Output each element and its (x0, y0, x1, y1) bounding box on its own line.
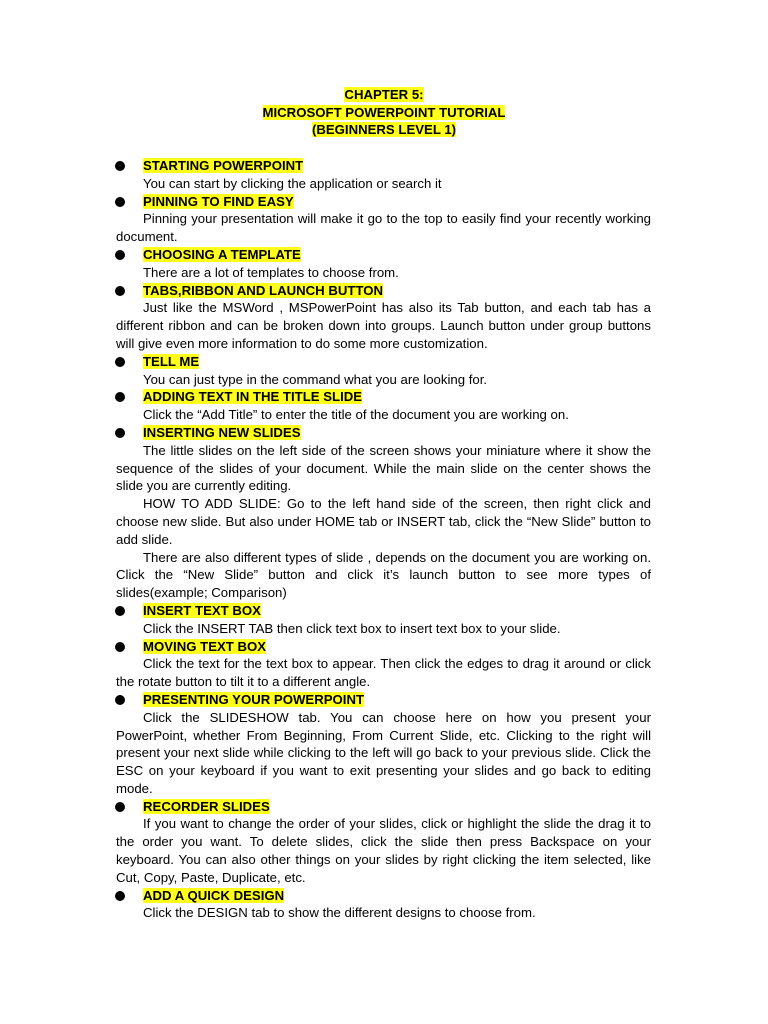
bullet-icon (115, 428, 125, 438)
bullet-icon (115, 642, 125, 652)
tutorial-title: MICROSOFT POWERPOINT TUTORIAL (262, 104, 506, 120)
section (116, 353, 651, 389)
section-heading: TABS,RIBBON AND LAUNCH BUTTON (143, 282, 384, 298)
section-heading: ADD A QUICK DESIGN (143, 887, 285, 903)
section-heading: CHOOSING A TEMPLATE (143, 246, 301, 262)
section-heading: PINNING TO FIND EASY (143, 193, 294, 209)
section-heading-row (116, 798, 651, 816)
section-heading-row (116, 282, 651, 300)
section-heading: MOVING TEXT BOX (143, 638, 267, 654)
section (116, 388, 651, 424)
section-paragraph: The little slides on the left side of the screen shows your miniature where it show the sequence of the slides of your document. While the main slide on the center shows the slide you are currently editing. (116, 442, 651, 494)
section (116, 691, 651, 798)
section-heading-row (116, 353, 651, 371)
section (116, 193, 651, 246)
section-paragraph: Pinning your presentation will make it go to the top to easily find your recently working document. (116, 211, 651, 245)
section-heading: RECORDER SLIDES (143, 798, 270, 814)
section-heading-row (116, 388, 651, 406)
bullet-icon (115, 606, 125, 616)
section (116, 157, 651, 193)
section-heading: STARTING POWERPOINT (143, 158, 304, 173)
bullet-icon (115, 802, 125, 812)
section-paragraph: Click the INSERT TAB then click text box to insert text box to your slide. (143, 620, 561, 636)
section-heading: PRESENTING YOUR POWERPOINT (143, 691, 365, 707)
bullet-icon (115, 392, 125, 402)
level-subtitle: (BEGINNERS LEVEL 1) (311, 122, 457, 138)
section-heading: INSERTING NEW SLIDES (143, 424, 301, 440)
section (116, 282, 651, 353)
section (116, 602, 651, 638)
section-heading-row (116, 193, 651, 211)
bullet-icon (115, 197, 125, 207)
bullet-icon (115, 161, 125, 171)
section-heading: ADDING TEXT IN THE TITLE SLIDE (143, 389, 363, 405)
chapter-label: CHAPTER 5: (344, 87, 424, 102)
section-paragraph: Click the text for the text box to appear. Then click the edges to drag it around or click the rotate button to tilt it to a different angle. (116, 656, 651, 690)
section-paragraph: You can start by clicking the application or search it (143, 175, 442, 191)
section-heading-row (116, 691, 651, 709)
section-paragraph: There are also different types of slide , depends on the document you are working on. Click the “New Slide” button and click it’s launch button to see more types of slides(example; Comparison) (116, 549, 651, 601)
section (116, 424, 651, 602)
bullet-icon (115, 695, 125, 705)
document-title (0, 86, 768, 139)
section-paragraph: If you want to change the order of your slides, click or highlight the slide the drag it to the order you want. To delete slides, click the slide then press Backspace on your keyboard. You can also other things on your slides by right clicking the item selected, like Cut, Copy, Paste, Duplicate, etc. (116, 816, 651, 885)
section-heading-row (116, 424, 651, 442)
section-paragraph: Click the SLIDESHOW tab. You can choose here on how you present your PowerPoint, whether From Beginning, From Current Slide, etc. Clicking to the right will present your next slide while clicking to the left will go back to your previous slide. Click the ESC on your keyboard if you want to exit presenting your slides and go back to editing mode. (116, 709, 651, 796)
section-paragraph: Click the “Add Title” to enter the title of the document you are working on. (143, 407, 569, 423)
bullet-icon (115, 250, 125, 260)
bullet-icon (115, 286, 125, 296)
section-heading: INSERT TEXT BOX (143, 602, 261, 618)
section-heading-row (116, 602, 651, 620)
section-heading-row (116, 638, 651, 656)
section-paragraph: Click the DESIGN tab to show the different designs to choose from. (143, 905, 536, 921)
section (116, 798, 651, 887)
section-heading-row (116, 157, 651, 175)
section-paragraph: There are a lot of templates to choose from. (143, 264, 399, 280)
section (116, 246, 651, 282)
section-paragraph: Just like the MSWord , MSPowerPoint has also its Tab button, and each tab has a different ribbon and can be broken down into groups. Launch button under group buttons will give even more information to do some more customization. (116, 300, 651, 351)
section-heading: TELL ME (143, 353, 200, 369)
bullet-icon (115, 891, 125, 901)
section-paragraph: You can just type in the command what you are looking for. (143, 371, 488, 387)
bullet-icon (115, 357, 125, 367)
section (116, 887, 651, 923)
sections-list (116, 157, 651, 922)
section-paragraph: HOW TO ADD SLIDE: Go to the left hand side of the screen, then right click and choose new slide. But also under HOME tab or INSERT tab, click the “New Slide” button to add slide. (116, 496, 651, 547)
section-heading-row (116, 887, 651, 905)
section (116, 638, 651, 691)
section-heading-row (116, 246, 651, 264)
